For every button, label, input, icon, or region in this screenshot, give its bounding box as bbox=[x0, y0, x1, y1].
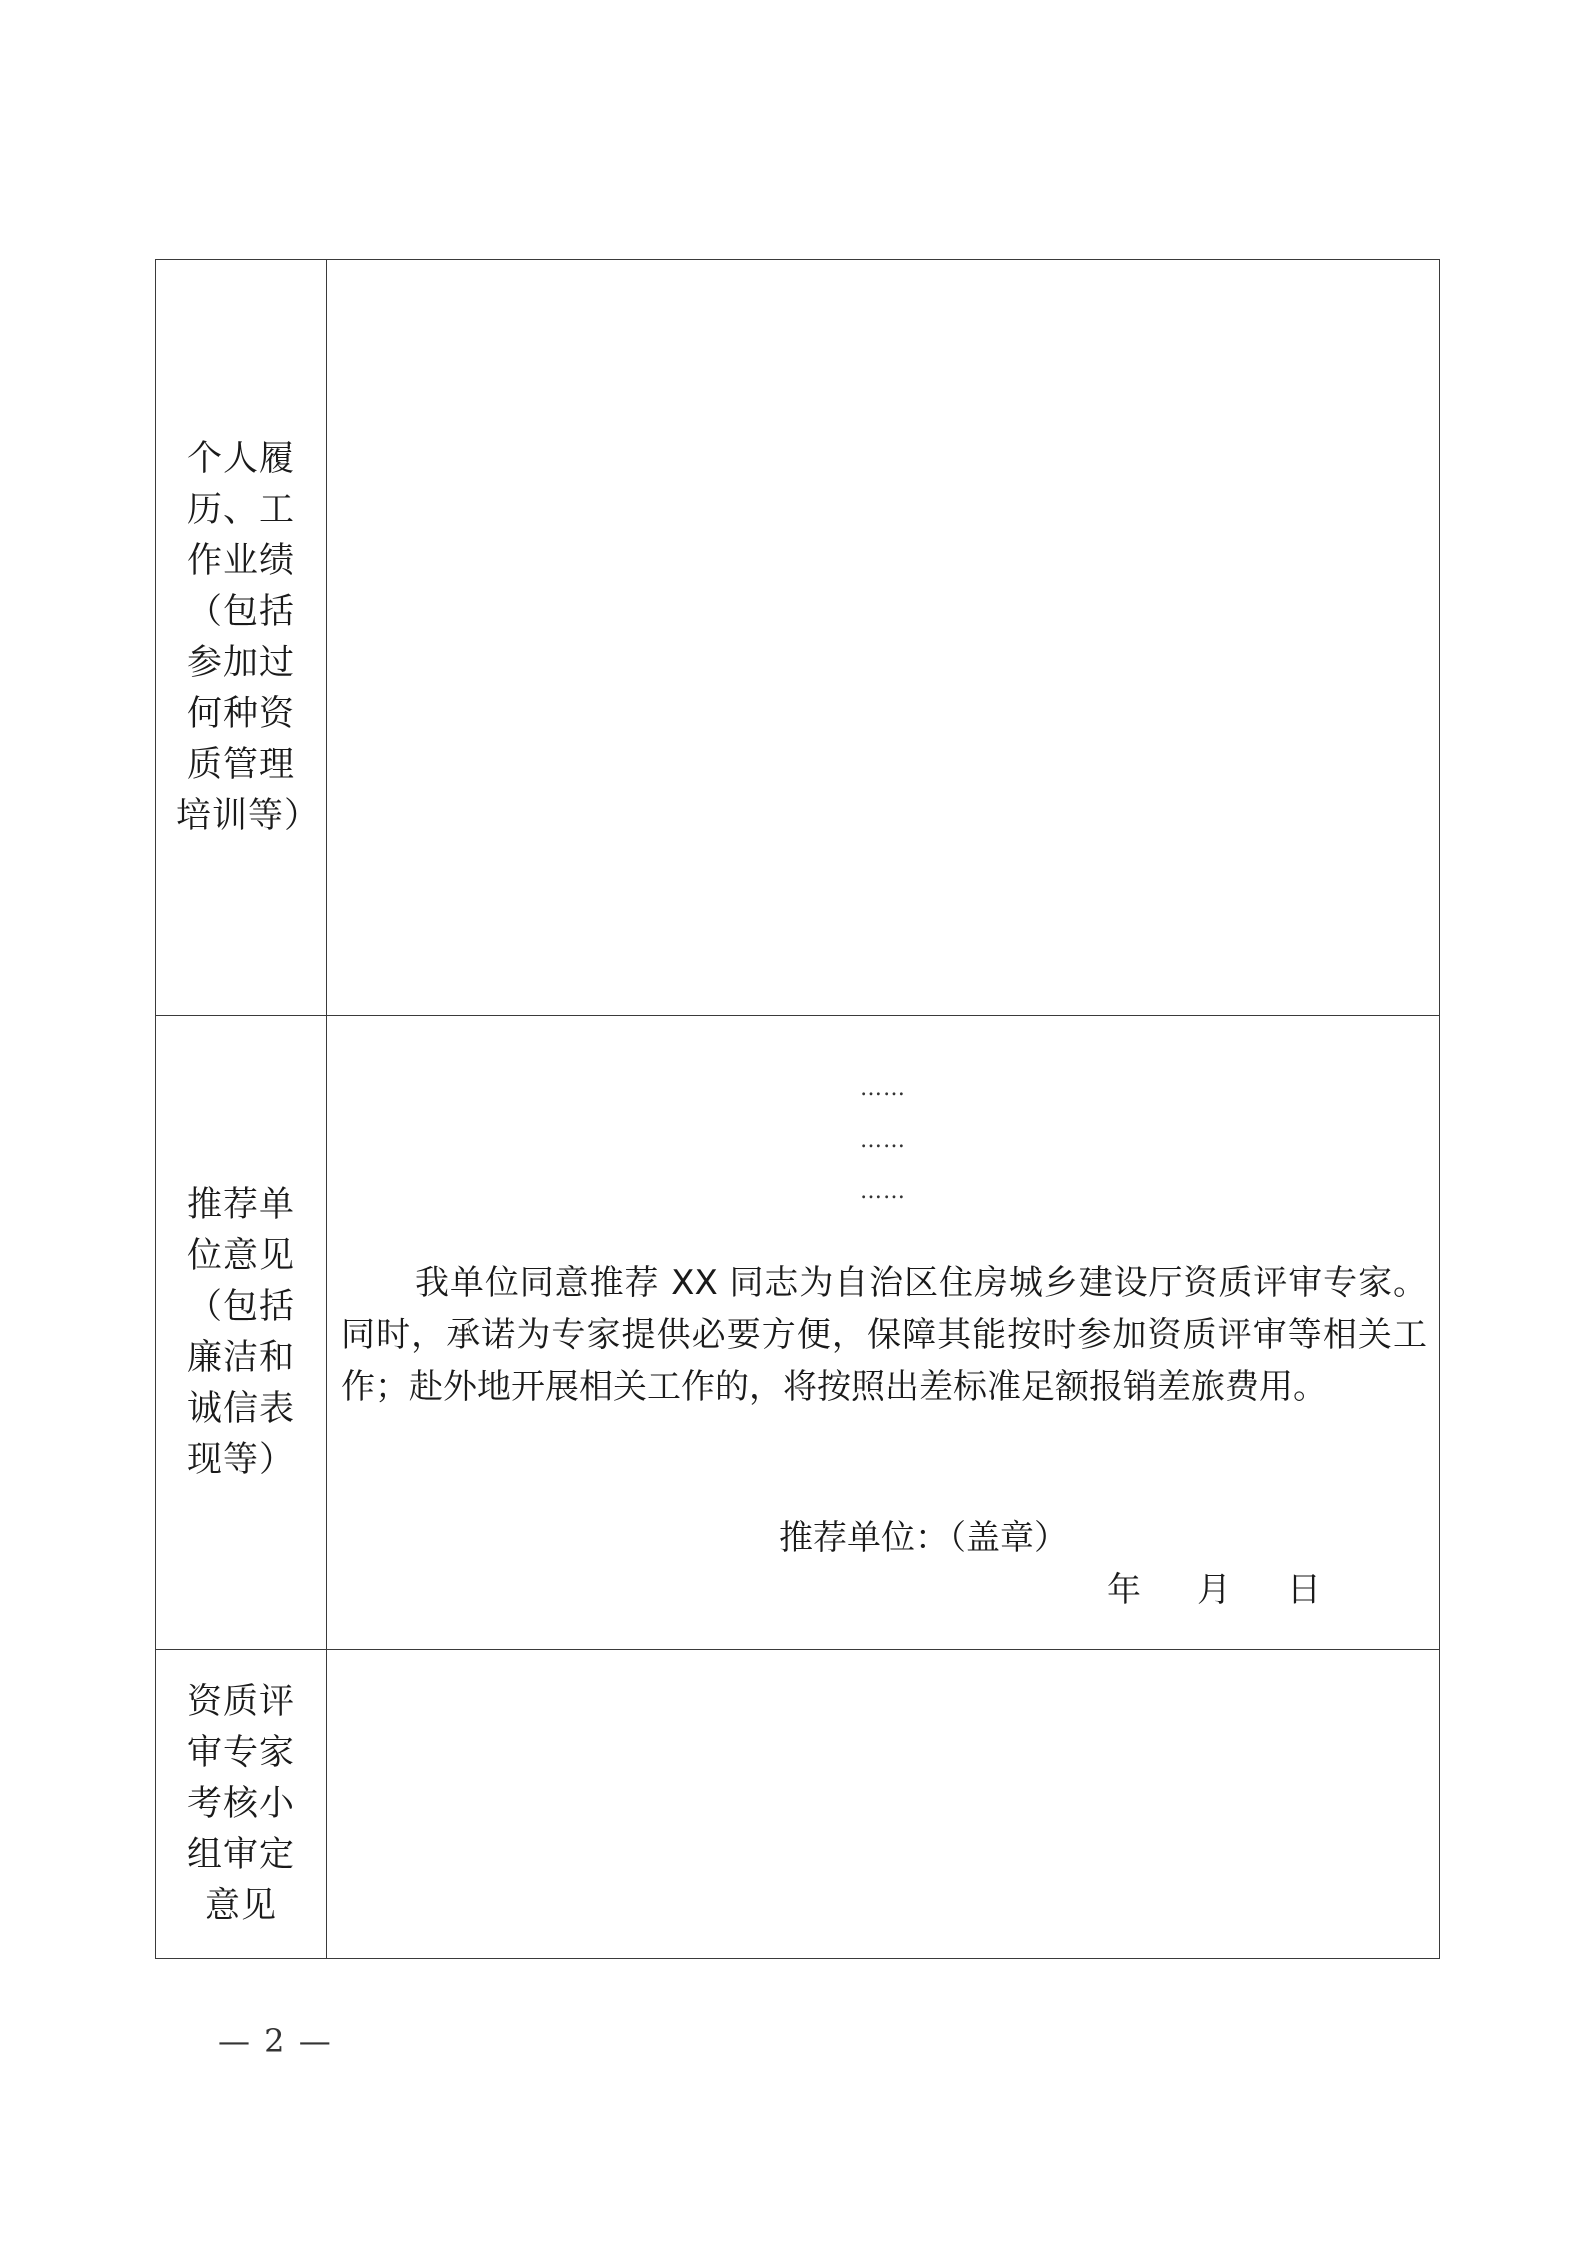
recommendation-label-cell bbox=[156, 1016, 327, 1649]
ellipsis-line-1: …… bbox=[860, 1076, 906, 1101]
date-month-label: 月 bbox=[1197, 1570, 1231, 1610]
review-group-row bbox=[156, 1650, 1439, 1958]
resume-row bbox=[156, 260, 1439, 1016]
recommendation-label: 推荐单位意见（包括廉洁和诚信表现等） bbox=[186, 1184, 295, 1480]
resume-content-cell[interactable] bbox=[327, 260, 1439, 1015]
recommendation-opinion-text: 我单位同意推荐 XX 同志为自治区住房城乡建设厅资质评审专家。同时，承诺为专家提供必要方便，保障其能按时参加资质评审等相关工作；赴外地开展相关工作的，将按照出差标准足额报销差旅费用。 bbox=[341, 1263, 1427, 1407]
signature-date bbox=[1107, 1564, 1321, 1616]
date-day-label: 日 bbox=[1287, 1570, 1321, 1610]
expert-recommendation-form-table bbox=[155, 259, 1440, 1959]
recommending-unit-stamp-label: 推荐单位：（盖章） bbox=[779, 1518, 1068, 1558]
review-group-label-cell bbox=[156, 1650, 327, 1958]
date-year-label: 年 bbox=[1107, 1570, 1141, 1610]
resume-label: 个人履历、工作业绩（包括参加过何种资质管理培训等） bbox=[176, 438, 321, 836]
resume-label-cell bbox=[156, 260, 327, 1015]
review-group-content-cell[interactable] bbox=[327, 1650, 1439, 1958]
page-number: — 2 — bbox=[218, 2022, 333, 2060]
ellipsis-line-3: …… bbox=[860, 1179, 906, 1204]
review-group-label: 资质评审专家考核小组审定意见 bbox=[186, 1681, 295, 1926]
ellipsis-line-2: …… bbox=[860, 1128, 906, 1153]
recommendation-row bbox=[156, 1016, 1439, 1650]
recommendation-content-cell[interactable] bbox=[327, 1016, 1439, 1649]
